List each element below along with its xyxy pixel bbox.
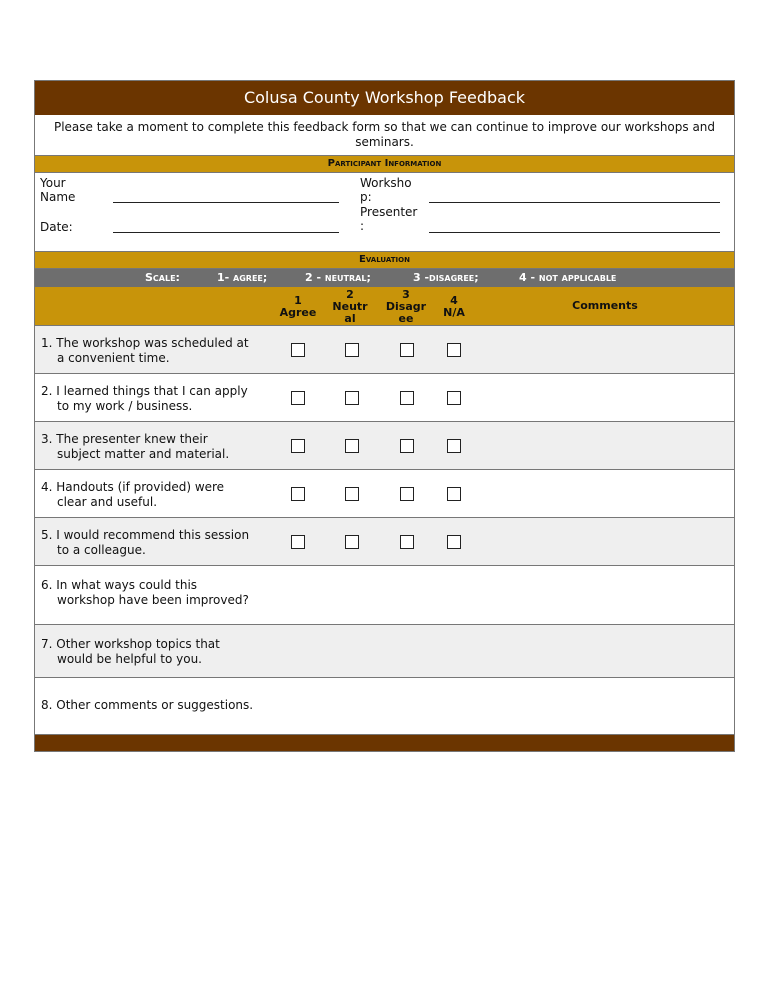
- form-footer: [35, 734, 734, 751]
- checkbox-na[interactable]: [447, 535, 461, 549]
- form-title: Colusa County Workshop Feedback: [35, 81, 734, 115]
- evaluation-heading: Evaluation: [35, 252, 734, 269]
- feedback-form: [34, 80, 735, 752]
- col-comments: Comments: [572, 299, 638, 312]
- your-name-label-1: Your: [40, 176, 66, 190]
- checkbox-agree[interactable]: [291, 535, 305, 549]
- question-text: [41, 698, 281, 713]
- checkbox-neutral[interactable]: [345, 535, 359, 549]
- open-question-row: [35, 565, 734, 624]
- col-neutral-label-1: Neutr: [332, 300, 368, 313]
- question-row: [35, 325, 734, 373]
- presenter-field[interactable]: [429, 232, 720, 233]
- question-line-2: to my work / business.: [57, 399, 193, 413]
- col-disagree: [381, 289, 431, 325]
- checkbox-disagree[interactable]: [400, 343, 414, 357]
- question-text: [41, 336, 281, 366]
- col-agree: [275, 295, 321, 319]
- checkbox-agree[interactable]: [291, 343, 305, 357]
- question-line-1: 8. Other comments or suggestions.: [41, 698, 254, 712]
- col-disagree-number: 3: [402, 288, 410, 301]
- column-header: [35, 287, 734, 325]
- question-line-1: 3. The presenter knew their: [41, 432, 208, 446]
- col-na-number: 4: [450, 294, 458, 307]
- presenter-label-1: Presenter: [360, 205, 418, 219]
- checkbox-neutral[interactable]: [345, 439, 359, 453]
- question-text: [41, 384, 281, 414]
- workshop-label-2: p:: [360, 190, 372, 204]
- scale-3: 3 -disagree;: [413, 271, 479, 284]
- scale-1: 1- agree;: [217, 271, 268, 284]
- col-neutral: [327, 289, 373, 325]
- question-text: [41, 432, 281, 462]
- question-line-2: clear and useful.: [57, 495, 158, 509]
- col-na: [433, 295, 475, 319]
- col-disagree-label-2: ee: [398, 312, 414, 325]
- open-questions: [35, 565, 734, 734]
- participant-section: [35, 173, 734, 252]
- date-field[interactable]: [113, 232, 339, 233]
- checkbox-disagree[interactable]: [400, 391, 414, 405]
- checkbox-na[interactable]: [447, 343, 461, 357]
- question-line-1: 6. In what ways could this: [41, 578, 198, 592]
- checkbox-na[interactable]: [447, 391, 461, 405]
- checkbox-agree[interactable]: [291, 439, 305, 453]
- presenter-label-2: :: [360, 219, 365, 233]
- question-line-2: would be helpful to you.: [57, 652, 202, 666]
- scale-bar: [35, 269, 734, 287]
- question-line-1: 1. The workshop was scheduled at: [41, 336, 249, 350]
- checkbox-agree[interactable]: [291, 487, 305, 501]
- workshop-label-1: Worksho: [360, 176, 412, 190]
- open-question-row: [35, 624, 734, 677]
- scale-label: Scale:: [145, 271, 180, 284]
- question-row: [35, 373, 734, 421]
- intro-text: Please take a moment to complete this feedback form so that we can continue to improve our workshops and seminars.: [35, 115, 734, 156]
- rated-questions: [35, 325, 734, 565]
- checkbox-neutral[interactable]: [345, 343, 359, 357]
- your-name-label-2: Name: [40, 190, 76, 204]
- scale-2: 2 - neutral;: [305, 271, 371, 284]
- question-text: [41, 637, 281, 667]
- col-agree-label: Agree: [279, 306, 317, 319]
- question-text: [41, 578, 281, 608]
- question-text: [41, 480, 281, 510]
- open-question-row: [35, 677, 734, 734]
- date-label: Date:: [40, 220, 73, 234]
- your-name-field[interactable]: [113, 202, 339, 203]
- col-agree-number: 1: [294, 294, 302, 307]
- question-row: [35, 421, 734, 469]
- question-line-2: workshop have been improved?: [57, 593, 249, 607]
- col-na-label: N/A: [443, 306, 465, 319]
- workshop-field[interactable]: [429, 202, 720, 203]
- question-text: [41, 528, 281, 558]
- question-row: [35, 469, 734, 517]
- question-line-2: a convenient time.: [57, 351, 170, 365]
- col-neutral-number: 2: [346, 288, 354, 301]
- checkbox-neutral[interactable]: [345, 391, 359, 405]
- checkbox-disagree[interactable]: [400, 535, 414, 549]
- scale-4: 4 - not applicable: [519, 271, 617, 284]
- checkbox-neutral[interactable]: [345, 487, 359, 501]
- checkbox-agree[interactable]: [291, 391, 305, 405]
- col-disagree-label-1: Disagr: [385, 300, 427, 313]
- question-line-1: 7. Other workshop topics that: [41, 637, 220, 651]
- checkbox-na[interactable]: [447, 487, 461, 501]
- col-neutral-label-2: al: [344, 312, 356, 325]
- question-row: [35, 517, 734, 565]
- participant-heading: Participant Information: [35, 156, 734, 173]
- question-line-1: 2. I learned things that I can apply: [41, 384, 248, 398]
- checkbox-disagree[interactable]: [400, 439, 414, 453]
- checkbox-na[interactable]: [447, 439, 461, 453]
- question-line-1: 4. Handouts (if provided) were: [41, 480, 225, 494]
- question-line-2: to a colleague.: [57, 543, 146, 557]
- question-line-2: subject matter and material.: [57, 447, 230, 461]
- checkbox-disagree[interactable]: [400, 487, 414, 501]
- question-line-1: 5. I would recommend this session: [41, 528, 250, 542]
